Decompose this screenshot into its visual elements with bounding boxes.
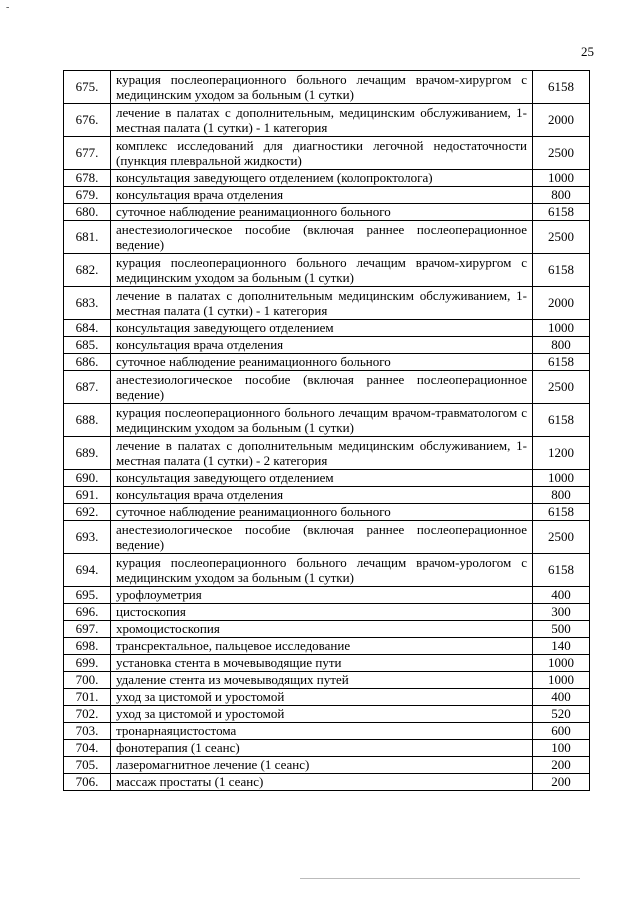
row-number: 693. xyxy=(64,521,111,554)
row-number: 679. xyxy=(64,187,111,204)
table-row xyxy=(64,504,590,521)
service-price: 2500 xyxy=(533,137,590,170)
service-description: цистоскопия xyxy=(111,604,533,621)
table-row xyxy=(64,487,590,504)
row-number: 675. xyxy=(64,71,111,104)
service-price: 500 xyxy=(533,621,590,638)
table-row xyxy=(64,757,590,774)
table-row xyxy=(64,170,590,187)
row-number: 698. xyxy=(64,638,111,655)
service-description: курация послеоперационного больного лечащим врачом-хирургом с медицинским уходом за больным (1 сутки) xyxy=(111,71,533,104)
table-row xyxy=(64,521,590,554)
row-number: 689. xyxy=(64,437,111,470)
service-description: комплекс исследований для диагностики легочной недостаточности (пункция плевральной жидкости) xyxy=(111,137,533,170)
page-number: 25 xyxy=(581,44,594,59)
service-price: 800 xyxy=(533,487,590,504)
service-price: 1200 xyxy=(533,437,590,470)
row-number: 702. xyxy=(64,706,111,723)
table-row xyxy=(64,404,590,437)
service-price: 100 xyxy=(533,740,590,757)
service-price: 400 xyxy=(533,587,590,604)
table-row xyxy=(64,638,590,655)
table-row xyxy=(64,71,590,104)
table-row xyxy=(64,689,590,706)
service-description: массаж простаты (1 сеанс) xyxy=(111,774,533,791)
table-row xyxy=(64,320,590,337)
table-row xyxy=(64,604,590,621)
service-price: 1000 xyxy=(533,170,590,187)
service-price: 200 xyxy=(533,757,590,774)
service-price: 1000 xyxy=(533,320,590,337)
service-price: 6158 xyxy=(533,204,590,221)
row-number: 701. xyxy=(64,689,111,706)
service-description: консультация заведующего отделением xyxy=(111,470,533,487)
service-description: консультация врача отделения xyxy=(111,337,533,354)
service-price: 2500 xyxy=(533,521,590,554)
service-description: курация послеоперационного больного лечащим врачом-хирургом с медицинским уходом за больным (1 сутки) xyxy=(111,254,533,287)
service-price: 6158 xyxy=(533,71,590,104)
service-description: консультация врача отделения xyxy=(111,487,533,504)
table-row xyxy=(64,354,590,371)
service-description: анестезиологическое пособие (включая раннее послеоперационное ведение) xyxy=(111,521,533,554)
service-price: 1000 xyxy=(533,470,590,487)
row-number: 681. xyxy=(64,221,111,254)
table-row xyxy=(64,672,590,689)
row-number: 688. xyxy=(64,404,111,437)
row-number: 687. xyxy=(64,371,111,404)
service-price: 1000 xyxy=(533,672,590,689)
service-price: 800 xyxy=(533,337,590,354)
service-price: 6158 xyxy=(533,554,590,587)
service-description: курация послеоперационного больного лечащим врачом-травматологом с медицинским уходом за больным (1 сутки) xyxy=(111,404,533,437)
row-number: 704. xyxy=(64,740,111,757)
service-description: курация послеоперационного больного лечащим врачом-урологом с медицинским уходом за больным (1 сутки) xyxy=(111,554,533,587)
service-description: удаление стента из мочевыводящих путей xyxy=(111,672,533,689)
service-description: уход за цистомой и уростомой xyxy=(111,706,533,723)
table-row xyxy=(64,621,590,638)
table-row xyxy=(64,221,590,254)
service-description: уход за цистомой и уростомой xyxy=(111,689,533,706)
service-price: 6158 xyxy=(533,404,590,437)
service-description: суточное наблюдение реанимационного больного xyxy=(111,354,533,371)
table-row xyxy=(64,371,590,404)
row-number: 682. xyxy=(64,254,111,287)
table-row xyxy=(64,655,590,672)
service-description: лечение в палатах с дополнительным, медицинским обслуживанием, 1-местная палата (1 сутки) - 1 категория xyxy=(111,104,533,137)
table-row xyxy=(64,204,590,221)
row-number: 678. xyxy=(64,170,111,187)
service-description: суточное наблюдение реанимационного больного xyxy=(111,504,533,521)
service-description: суточное наблюдение реанимационного больного xyxy=(111,204,533,221)
service-description: тронарнаяцистостома xyxy=(111,723,533,740)
row-number: 690. xyxy=(64,470,111,487)
service-description: лечение в палатах с дополнительным медицинским обслуживанием, 1-местная палата (1 сутки) - 1 категория xyxy=(111,287,533,320)
table-row xyxy=(64,740,590,757)
row-number: 703. xyxy=(64,723,111,740)
service-price: 200 xyxy=(533,774,590,791)
service-description: урофлоуметрия xyxy=(111,587,533,604)
row-number: 700. xyxy=(64,672,111,689)
service-description: лазеромагнитное лечение (1 сеанс) xyxy=(111,757,533,774)
row-number: 695. xyxy=(64,587,111,604)
table-row xyxy=(64,774,590,791)
price-table xyxy=(63,70,590,791)
row-number: 705. xyxy=(64,757,111,774)
service-description: консультация врача отделения xyxy=(111,187,533,204)
row-number: 685. xyxy=(64,337,111,354)
service-price: 2500 xyxy=(533,371,590,404)
service-description: лечение в палатах с дополнительным медицинским обслуживанием, 1-местная палата (1 сутки) - 2 категория xyxy=(111,437,533,470)
service-description: консультация заведующего отделением (колопроктолога) xyxy=(111,170,533,187)
table-row xyxy=(64,287,590,320)
table-row xyxy=(64,470,590,487)
table-row xyxy=(64,187,590,204)
table-row xyxy=(64,723,590,740)
table-row xyxy=(64,137,590,170)
service-price: 6158 xyxy=(533,254,590,287)
row-number: 683. xyxy=(64,287,111,320)
service-price: 400 xyxy=(533,689,590,706)
service-price: 520 xyxy=(533,706,590,723)
row-number: 680. xyxy=(64,204,111,221)
service-price: 1000 xyxy=(533,655,590,672)
table-row xyxy=(64,104,590,137)
table-row xyxy=(64,706,590,723)
row-number: 694. xyxy=(64,554,111,587)
row-number: 692. xyxy=(64,504,111,521)
service-price: 600 xyxy=(533,723,590,740)
table-row xyxy=(64,337,590,354)
row-number: 706. xyxy=(64,774,111,791)
service-price: 2000 xyxy=(533,287,590,320)
bottom-rule xyxy=(300,878,580,879)
service-price: 140 xyxy=(533,638,590,655)
service-description: консультация заведующего отделением xyxy=(111,320,533,337)
row-number: 697. xyxy=(64,621,111,638)
corner-mark: - xyxy=(6,2,10,13)
service-price: 2500 xyxy=(533,221,590,254)
row-number: 686. xyxy=(64,354,111,371)
table-row xyxy=(64,587,590,604)
service-description: фонотерапия (1 сеанс) xyxy=(111,740,533,757)
service-price: 6158 xyxy=(533,354,590,371)
service-description: установка стента в мочевыводящие пути xyxy=(111,655,533,672)
service-price: 800 xyxy=(533,187,590,204)
row-number: 699. xyxy=(64,655,111,672)
row-number: 676. xyxy=(64,104,111,137)
row-number: 684. xyxy=(64,320,111,337)
row-number: 677. xyxy=(64,137,111,170)
table-row xyxy=(64,254,590,287)
service-description: хромоцистоскопия xyxy=(111,621,533,638)
service-description: анестезиологическое пособие (включая раннее послеоперационное ведение) xyxy=(111,371,533,404)
table-row xyxy=(64,554,590,587)
service-description: трансректальное, пальцевое исследование xyxy=(111,638,533,655)
row-number: 696. xyxy=(64,604,111,621)
service-description: анестезиологическое пособие (включая раннее послеоперационное ведение) xyxy=(111,221,533,254)
table-row xyxy=(64,437,590,470)
row-number: 691. xyxy=(64,487,111,504)
price-table-body xyxy=(64,71,590,791)
service-price: 300 xyxy=(533,604,590,621)
service-price: 6158 xyxy=(533,504,590,521)
service-price: 2000 xyxy=(533,104,590,137)
